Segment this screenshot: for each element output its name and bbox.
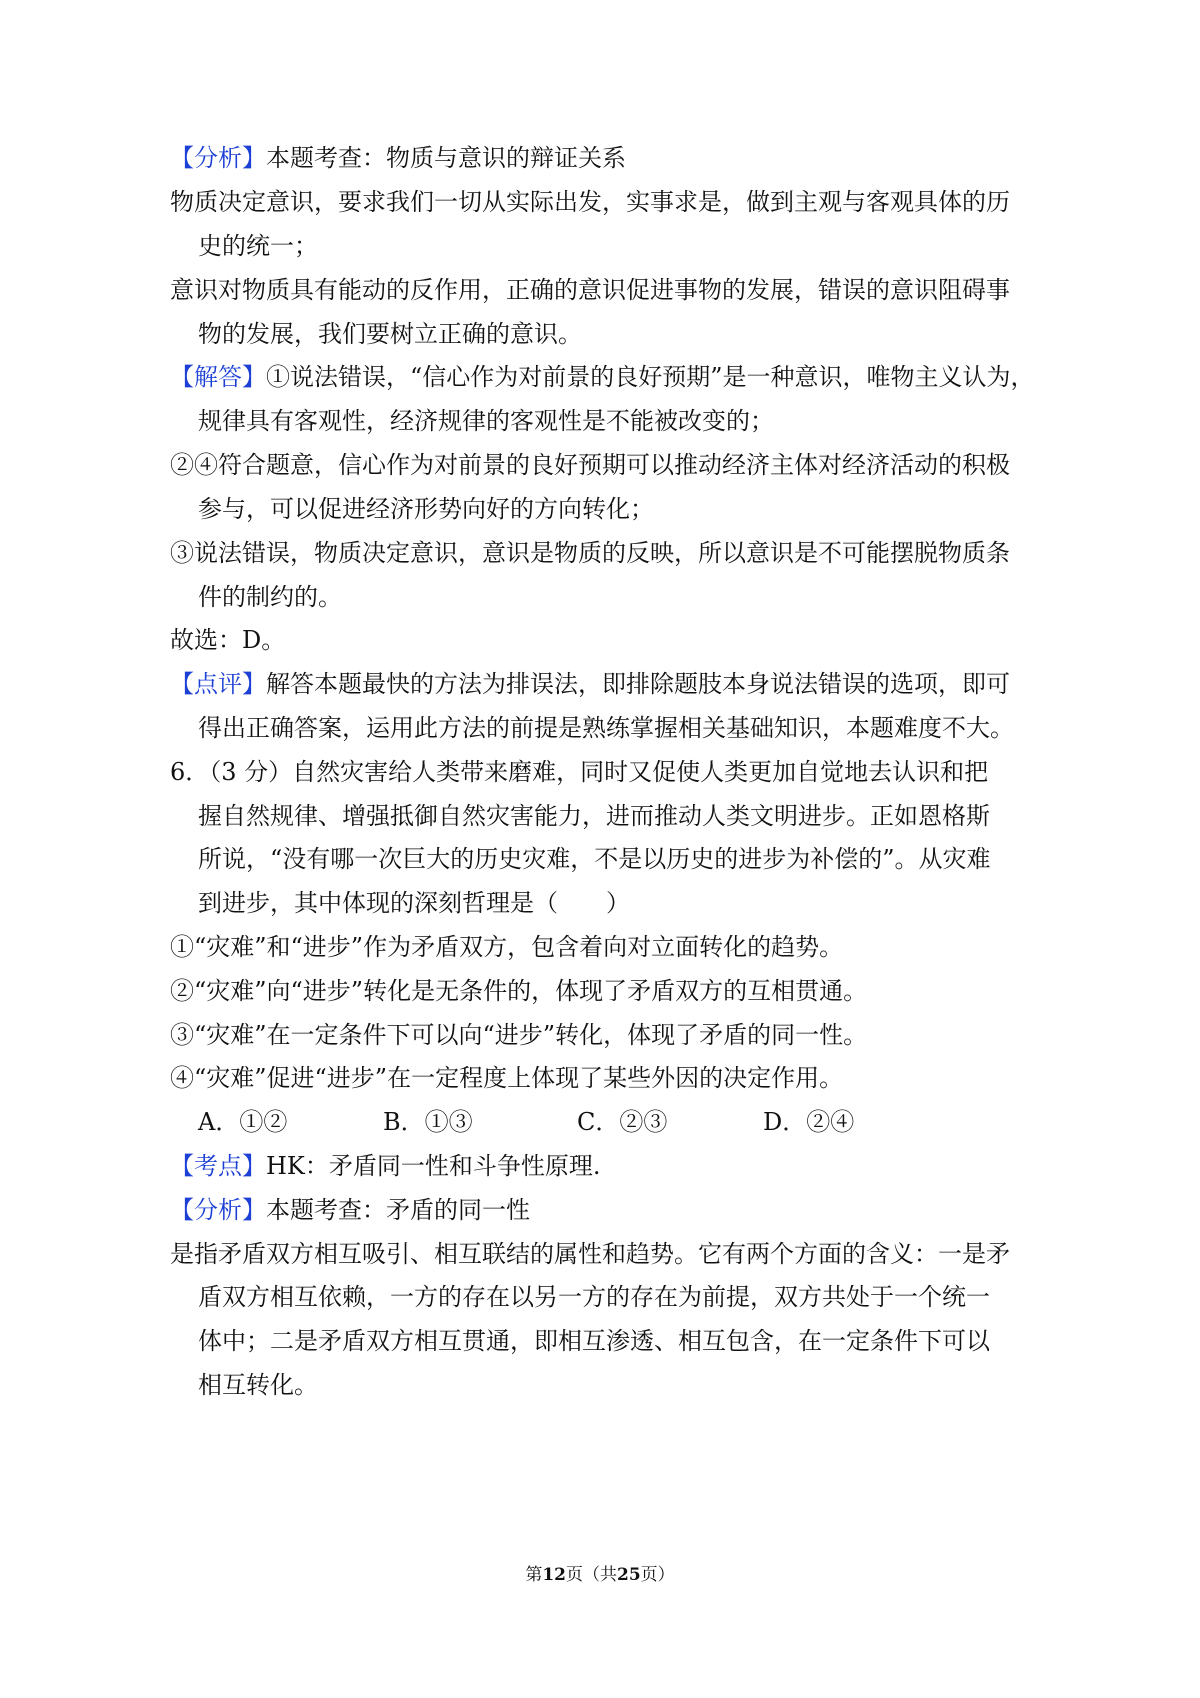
footer-page-number: 12	[542, 1565, 566, 1585]
option-c: C．②③	[577, 1108, 668, 1136]
statement-item: ④“灾难”促进“进步”在一定程度上体现了某些外因的决定作用。	[170, 1064, 844, 1092]
paragraph-line: 体中；二是矛盾双方相互贯通，即相互渗透、相互包含，在一定条件下可以	[198, 1327, 990, 1355]
paragraph-line: ②④符合题意，信心作为对前景的良好预期可以推动经济主体对经济活动的积极	[170, 451, 1010, 479]
statement-item: ③“灾难”在一定条件下可以向“进步”转化，体现了矛盾的同一性。	[170, 1021, 868, 1049]
paragraph-line: 意识对物质具有能动的反作用，正确的意识促进事物的发展，错误的意识阻碍事	[170, 276, 1010, 304]
paragraph-line: 史的统一；	[198, 232, 318, 260]
paragraph-line: ③说法错误，物质决定意识，意识是物质的反映，所以意识是不可能摆脱物质条	[170, 539, 1010, 567]
paragraph-line: 得出正确答案，运用此方法的前提是熟练掌握相关基础知识，本题难度不大。	[198, 714, 1014, 742]
kaodian-tag: 【考点】	[170, 1152, 266, 1180]
answer-tag: 【解答】	[170, 363, 266, 391]
paragraph-line: 物的发展，我们要树立正确的意识。	[198, 320, 582, 348]
analysis-tag: 【分析】	[170, 1196, 266, 1224]
analysis-heading	[170, 142, 626, 174]
kaodian-text: HK：矛盾同一性和斗争性原理.	[266, 1152, 601, 1180]
paragraph-line: 物质决定意识，要求我们一切从实际出发，实事求是，做到主观与客观具体的历	[170, 188, 1010, 216]
analysis-tag: 【分析】	[170, 144, 266, 172]
analysis-text: 本题考查：物质与意识的辩证关系	[266, 144, 626, 172]
paragraph-line: 相互转化。	[198, 1371, 318, 1399]
question-line: 握自然规律、增强抵御自然灾害能力，进而推动人类文明进步。正如恩格斯	[198, 802, 990, 830]
option-d: D．②④	[763, 1108, 855, 1136]
page-footer	[0, 1563, 1200, 1587]
footer-prefix: 第	[525, 1565, 543, 1585]
statement-item: ②“灾难”向“进步”转化是无条件的，体现了矛盾双方的互相贯通。	[170, 977, 868, 1005]
paragraph-line: 件的制约的。	[198, 583, 342, 611]
comment-tag: 【点评】	[170, 670, 266, 698]
option-a: A．①②	[198, 1108, 288, 1136]
footer-total-pages: 25	[617, 1565, 641, 1585]
analysis-heading	[170, 1194, 530, 1226]
kaodian-heading	[170, 1150, 601, 1182]
question-line: 6．（3 分）自然灾害给人类带来磨难，同时又促使人类更加自觉地去认识和把	[170, 758, 989, 786]
paragraph-line: 是指矛盾双方相互吸引、相互联结的属性和趋势。它有两个方面的含义：一是矛	[170, 1240, 1010, 1268]
paragraph-line: 参与，可以促进经济形势向好的方向转化；	[198, 495, 654, 523]
footer-suffix: 页）	[640, 1565, 675, 1585]
answer-options	[0, 1106, 1200, 1138]
paragraph-line: 盾双方相互依赖，一方的存在以另一方的存在为前提，双方共处于一个统一	[198, 1283, 990, 1311]
comment-text: 解答本题最快的方法为排误法，即排除题肢本身说法错误的选项，即可	[266, 670, 1010, 698]
option-b: B．①③	[383, 1108, 473, 1136]
answer-choice: 故选：D。	[170, 626, 286, 654]
answer-text: ①说法错误，“信心作为对前景的良好预期”是一种意识，唯物主义认为，	[266, 363, 1035, 391]
paragraph-line: 规律具有客观性，经济规律的客观性是不能被改变的；	[198, 407, 774, 435]
answer-heading	[170, 361, 1035, 393]
question-line: 所说，“没有哪一次巨大的历史灾难，不是以历史的进步为补偿的”。从灾难	[198, 845, 991, 873]
comment-heading	[170, 668, 1010, 700]
statement-item: ①“灾难”和“进步”作为矛盾双方，包含着向对立面转化的趋势。	[170, 933, 844, 961]
question-line: 到进步，其中体现的深刻哲理是（ ）	[198, 889, 630, 917]
footer-middle: 页（共	[566, 1565, 617, 1585]
analysis-text: 本题考查：矛盾的同一性	[266, 1196, 530, 1224]
